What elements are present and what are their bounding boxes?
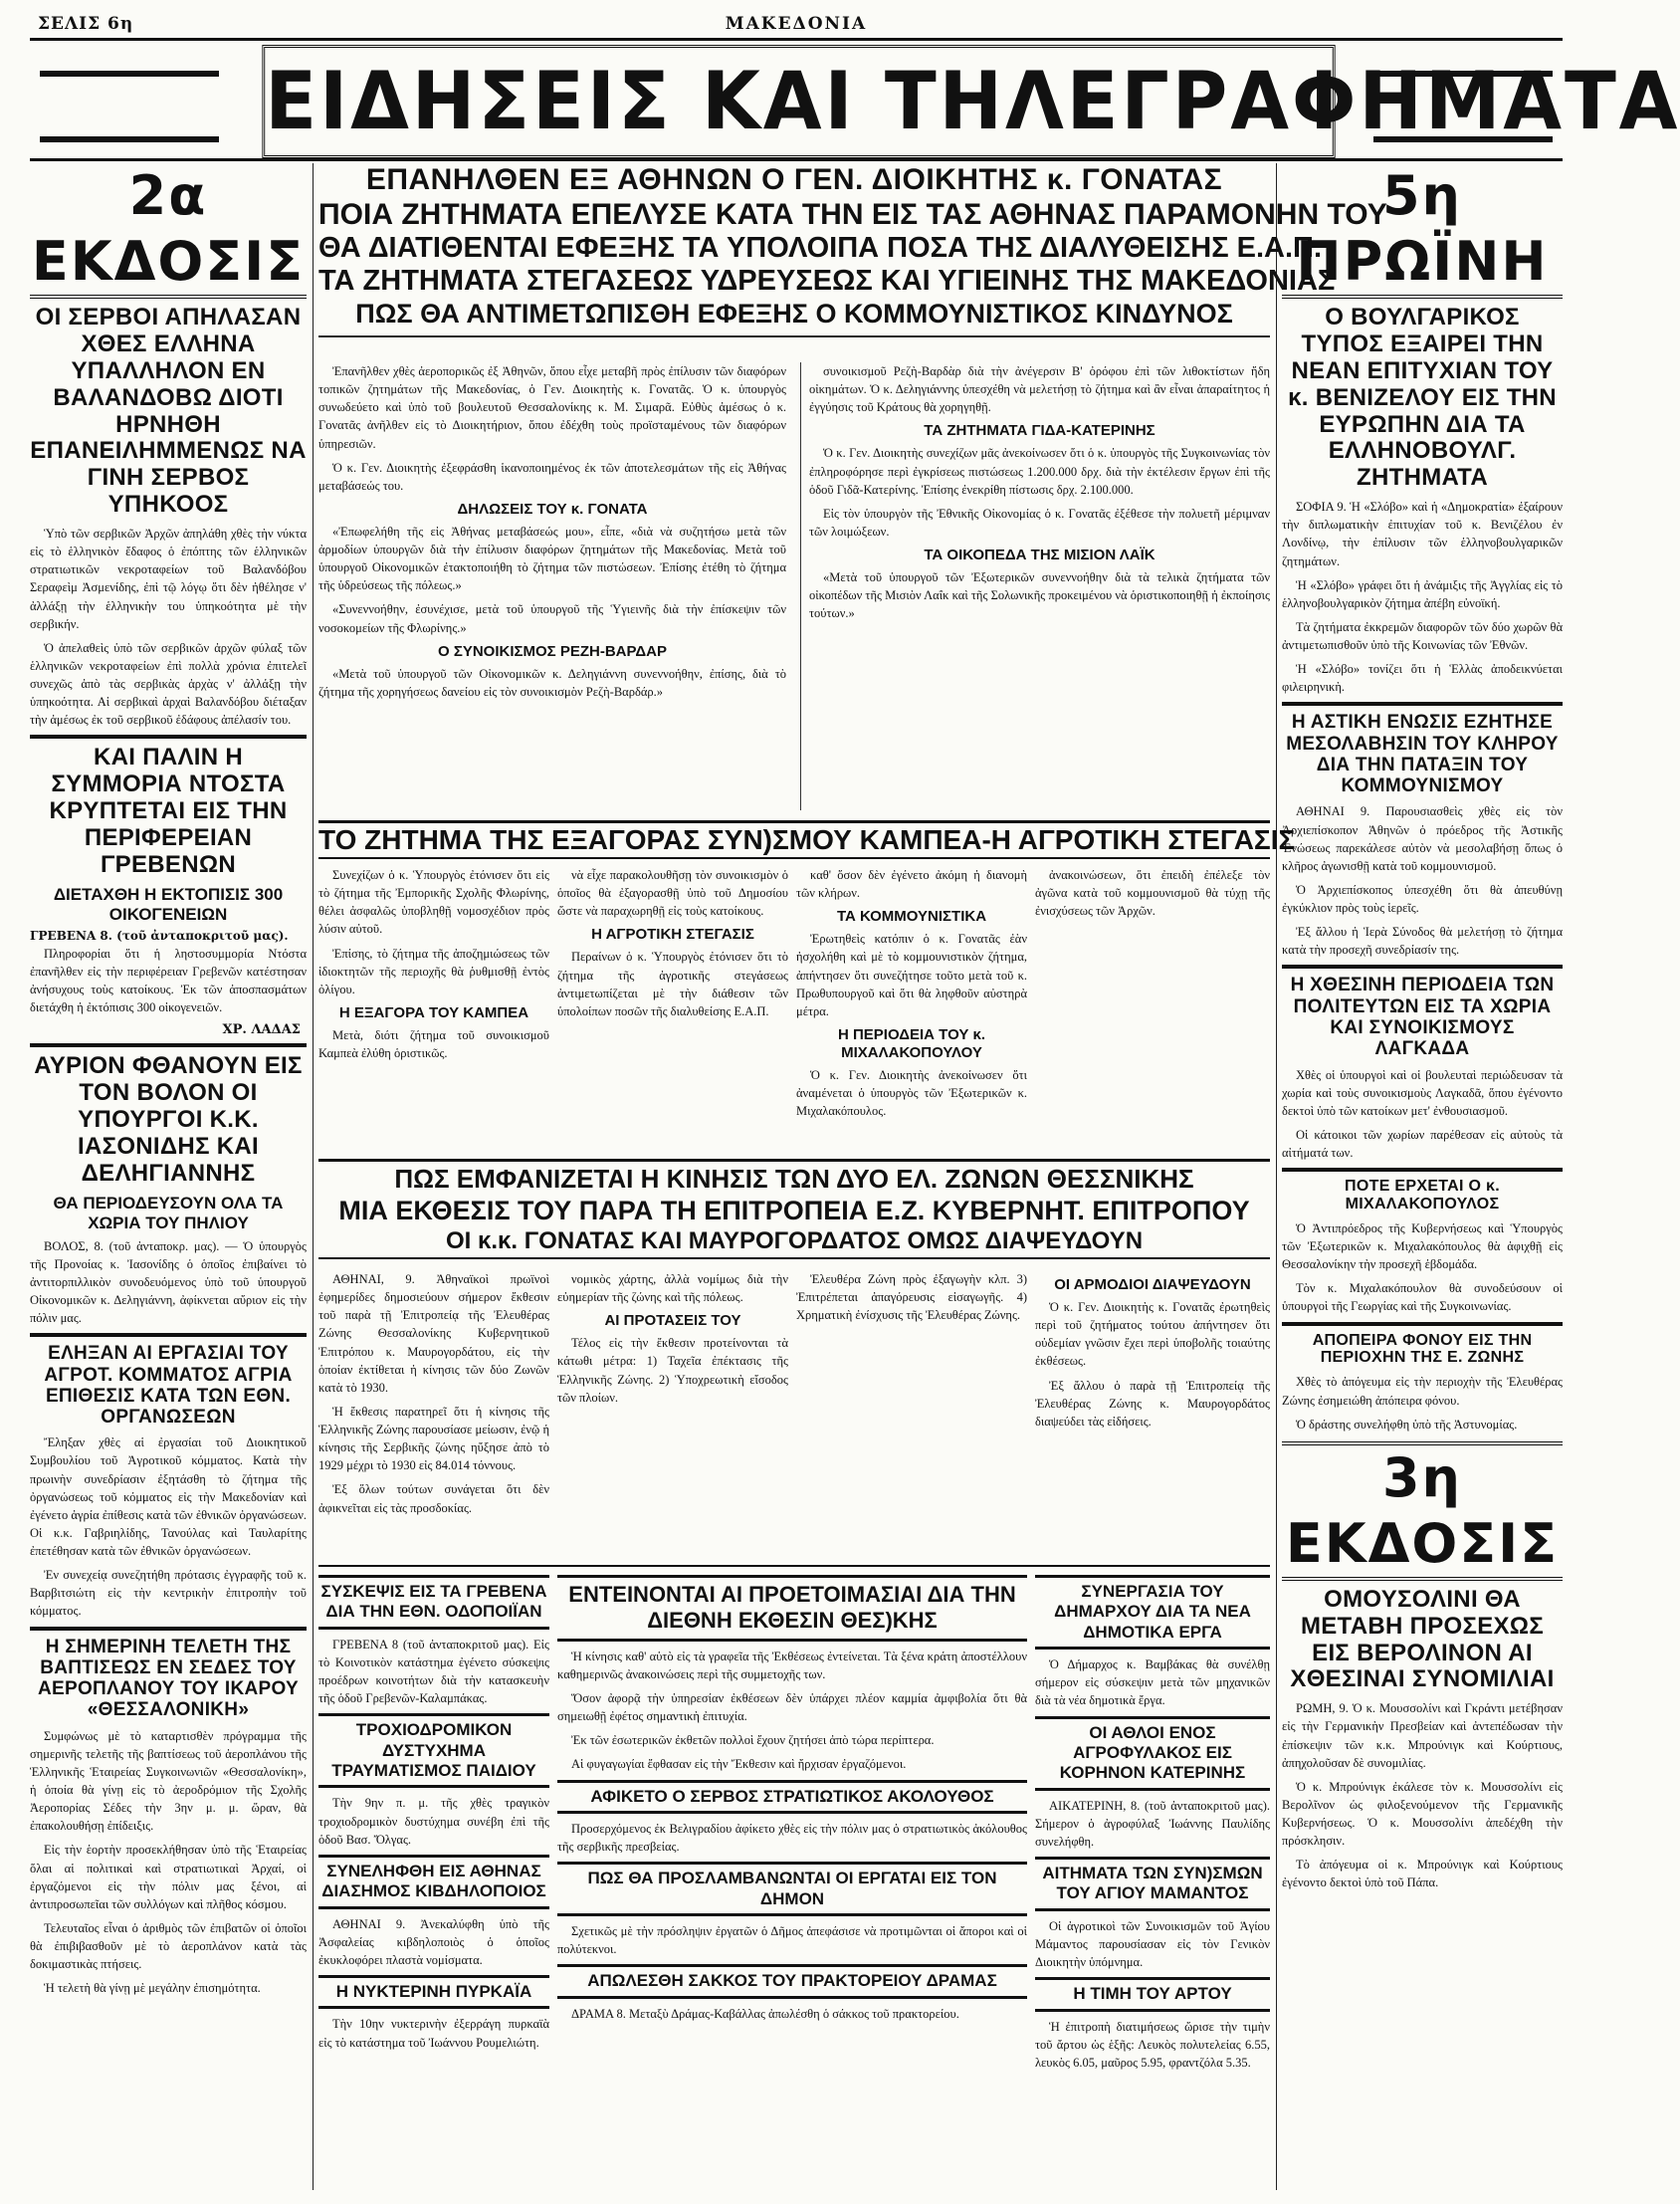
column-rule <box>1276 163 1277 2190</box>
article-headline: ΟΜΟΥΣΟΛΙΝΙ ΘΑ ΜΕΤΑΒΗ ΠΡΟΣΕΧΩΣ ΕΙΣ ΒΕΡΟΛΙΝΟΝ ΑΙ ΧΘΕΣΙΝΑΙ ΣΥΝΟΜΙΛΙΑΙ <box>1290 1585 1555 1693</box>
section-subhead: Ο ΣΥΝΟΙΚΙΣΜΟΣ ΡΕΖΗ-ΒΑΡΔΑΡ <box>437 642 668 660</box>
zones-banner-box <box>318 1159 1270 1259</box>
masthead-ornament-left <box>40 71 219 142</box>
main-headline: ΜΙΑ ΕΚΘΕΣΙΣ ΤΟΥ ΠΑΡΑ ΤΗ ΕΠΙΤΡΟΠΕΙΑ Ε.Ζ. ΚΥΒΕΡΝΗΤ. ΕΠΙΤΡΟΠΟΥ <box>338 1196 1250 1226</box>
byline: ΧΡ. ΛΑΔΑΣ <box>222 1022 301 1038</box>
center-section <box>318 163 1387 2070</box>
article-text: Ὁ Ἀρχιεπίσκοπος ὑπεσχέθη ὅτι θὰ ἀπευθύνῃ ἐγκύκλιον πρὸς τοὺς ἱερεῖς. <box>1282 882 1563 916</box>
article-text: Περαίνων ὁ κ. Ὑπουργὸς ἐτόνισεν ὅτι τὸ ζήτημα τῆς ἀγροτικῆς στεγάσεως ἀντιμετωπίζεται μὲ τὴν διάθεσιν τῶν ὑπολοίπων ποσῶν τῆς διαλυθείσης Ε.Α.Π. <box>557 950 788 1018</box>
article-text: Ὁ Ἀντιπρόεδρος τῆς Κυβερνήσεως καὶ Ὑπουργὸς τῶν Ἐξωτερικῶν κ. Μιχαλακόπουλος θὰ ἀφιχθῇ εἰς Θεσσαλονίκην τὴν προσεχῆ ἑβδομάδα. <box>1282 1220 1563 1272</box>
article-text: συνοικισμοῦ Ρεζὴ-Βαρδὰρ διὰ τὴν ἀνέγερσιν Β' ὀρόφου ἐπὶ τῶν λιθοκτίστων ἤδη οἰκημάτων. Ὁ κ. Δεληγιάννης ὑπεσχέθη νὰ μελετήσῃ τὸ ζήτημα καὶ ἂν εἶναι ἀπαραίτητος ἡ ἐγγύησις τοῦ Κράτους θὰ χορηγηθῇ. <box>809 364 1270 415</box>
article-headline: Η ΑΣΤΙΚΗ ΕΝΩΣΙΣ ΕΖΗΤΗΣΕ ΜΕΣΟΛΑΒΗΣΙΝ ΤΟΥ ΚΛΗΡΟΥ ΔΙΑ ΤΗΝ ΠΑΤΑΞΙΝ ΤΟΥ ΚΟΜΜΟΥΝΙΣΜΟΥ <box>1286 712 1559 797</box>
article-text: Χθὲς τὸ ἀπόγευμα εἰς τὴν περιοχὴν τῆς Ἐλευθέρας Ζώνης ἐσημειώθη ἀπόπειρα φόνου. <box>1282 1375 1563 1408</box>
article-text: Εἰς τὸν ὑπουργὸν τῆς Ἐθνικῆς Οἰκονομίας ὁ κ. Γονατᾶς ἐξέθεσε τὴν πολυετῆ μέριμναν τῶν λοιμώξεων. <box>809 506 1270 539</box>
zones-story <box>318 1270 1270 1559</box>
story-column <box>318 1571 549 2192</box>
article-text: Ἐξ ἄλλου ἡ Ἱερὰ Σύνοδος θὰ μελετήσῃ τὸ ζήτημα κατὰ τὴν προσεχῆ συνεδρίασίν της. <box>1282 925 1563 958</box>
article-text: ΓΡΕΒΕΝΑ 8 (τοῦ ἀνταποκριτοῦ μας). Εἰς τὸ Κοινοτικὸν κατάστημα ἐγένετο σύσκεψις προέδρων κοινοτήτων διὰ τὴν κατασκευὴν τῆς ὁδοῦ Γρεβενῶν-Καλαμπάκας. <box>318 1637 549 1706</box>
article-text: Τὰ ζητήματα ἐκκρεμῶν διαφορῶν τῶν δύο χωρῶν θὰ ἀντιμετωπισθοῦν ὑπὸ τῆς Κοινωνίας τῶν Ἐθνῶν. <box>1282 619 1563 652</box>
left-column <box>30 163 307 2190</box>
edition-label: 2α ΕΚΔΟΣΙΣ <box>30 163 307 299</box>
divider <box>1282 1168 1563 1172</box>
article-text: Ἐρωτηθεὶς κατόπιν ὁ κ. Γονατᾶς ἐὰν ἠσχολήθη καὶ μὲ τὸ κομμουνιστικὸν ζήτημα, ἀπήντησεν ὅτι συνεζήτησε τοῦτο μετὰ τοῦ κ. Πρωθυπουργοῦ καὶ ὅτι θὰ ληφθοῦν αὐστηρὰ μέτρα. <box>796 932 1027 1018</box>
article-text: Ὁ κ. Γεν. Διοικητὴς ἐξεφράσθη ἱκανοποιημένος ἐκ τῶν ἀποτελεσμάτων τῆς εἰς Ἀθήνας μεταβάσεώς του. <box>318 460 786 493</box>
kampea-story <box>318 866 1270 1155</box>
article-text: Ἐπίσης, τὸ ζήτημα τῆς ἀποζημιώσεως τῶν ἰδιοκτητῶν τῆς περιοχῆς θὰ ῥυθμισθῇ ἐντὸς ὀλίγου. <box>318 946 549 996</box>
article-text: Τὴν 10ην νυκτερινὴν ἐξερράγη πυρκαϊὰ εἰς τὸ κατάστημα τοῦ Ἰωάννου Ρουμελιώτη. <box>318 2017 549 2050</box>
divider <box>1282 1322 1563 1326</box>
story-column <box>557 1571 1027 2192</box>
page-number: ΣΕΛΙΣ 6η <box>38 14 134 34</box>
article-subhead: ΔΙΕΤΑΧΘΗ Η ΕΚΤΟΠΙΣΙΣ 300 ΟΙΚΟΓΕΝΕΙΩΝ <box>53 884 284 924</box>
story-column <box>796 866 1027 1155</box>
article-text: ΑΘΗΝΑΙ, 9. Ἀθηναϊκοὶ πρωϊνοὶ ἐφημερίδες δημοσιεύουν σήμερον ἔκθεσιν τοῦ παρὰ τῇ Ἐπιτροπείᾳ τῆς Ἐλευθέρας Ζώνης Θεσσαλονίκης Κυβερνητικοῦ Ἐπιτρόπου κ. Μαυρογορδάτου, εἰς τὴν ὁποίαν ἐκτίθεται ἡ κίνησις τῶν δύο Ζωνῶν κατὰ τὸ 1930. <box>318 1272 549 1395</box>
article-text: «Μετὰ τοῦ ὑπουργοῦ τῶν Οἰκονομικῶν κ. Δεληγιάννη συνεννοήθην, ἐπίσης, διὰ τὸ ζήτημα τῆς χορηγήσεως δανείου εἰς τὸν συνοικισμὸν Ρεζὴ-Βαρδάρ.» <box>318 666 786 699</box>
edition-label: 5η ΠΡΩΪΝΗ <box>1282 163 1563 299</box>
story-column <box>557 1270 788 1559</box>
article-text: Ἡ «Σλόβο» τονίζει ὅτι ἡ Ἑλλὰς ἀποδεικνύεται φιλειρηνικὴ. <box>1282 662 1563 695</box>
article-headline: ΣΥΝΕΡΓΑΣΙΑ ΤΟΥ ΔΗΜΑΡΧΟΥ ΔΙΑ ΤΑ ΝΕΑ ΔΗΜΟΤΙΚΑ ΕΡΓΑ <box>1035 1575 1270 1650</box>
article-text: Οἱ ἀγροτικοὶ τῶν Συνοικισμῶν τοῦ Ἁγίου Μάμαντος παρουσίασαν εἰς τὸν Γενικὸν Διοικητὴν ὑπόμνημα. <box>1035 1918 1270 1970</box>
article-headline: ΑΦΙΚΕΤΟ Ο ΣΕΡΒΟΣ ΣΤΡΑΤΙΩΤΙΚΟΣ ΑΚΟΛΟΥΘΟΣ <box>557 1780 1027 1814</box>
article-text: Ἡ κίνησις καθ' αὑτὸ εἰς τὰ γραφεῖα τῆς Ἐκθέσεως ἐντείνεται. Τὰ ξένα κράτη ἀποστέλλουν καθημερινῶς ἀνακοινώσεις περὶ τῆς συμμετοχῆς των. <box>557 1649 1027 1681</box>
section-subhead: ΟΙ ΑΡΜΟΔΙΟΙ ΔΙΑΨΕΥΔΟΥΝ <box>1054 1276 1251 1293</box>
article-subhead: ΘΑ ΠΕΡΙΟΔΕΥΣΟΥΝ ΟΛΑ ΤΑ ΧΩΡΙΑ ΤΟΥ ΠΗΛΙΟΥ <box>53 1193 284 1232</box>
divider <box>30 735 307 739</box>
article-headline: ΕΛΗΞΑΝ ΑΙ ΕΡΓΑΣΙΑΙ ΤΟΥ ΑΓΡΟΤ. ΚΟΜΜΑΤΟΣ ΑΓΡΙΑ ΕΠΙΘΕΣΙΣ ΚΑΤΑ ΤΩΝ ΕΘΝ. ΟΡΓΑΝΩΣΕΩΝ <box>44 1343 293 1429</box>
article-text: Συνεχίζων ὁ κ. Ὑπουργὸς ἐτόνισεν ὅτι εἰς τὸ ζήτημα τῆς Ἐμπορικῆς Σχολῆς Φλωρίνης, θέλει ἀσφαλῶς ὑποβληθῇ νομοσχέδιον πρὸς λύσιν αὐτοῦ. <box>318 868 549 937</box>
article-text: Ὁ Δήμαρχος κ. Βαμβάκας θὰ συνέλθῃ σήμερον εἰς σύσκεψιν μετὰ τῶν μηχανικῶν διὰ τὰ νέα δημοτικὰ ἔργα. <box>1035 1657 1270 1708</box>
section-subhead: ΤΑ ΖΗΤΗΜΑΤΑ ΓΙΔΑ-ΚΑΤΕΡΙΝΗΣ <box>924 422 1155 440</box>
section-subhead: Η ΑΓΡΟΤΙΚΗ ΣΤΕΓΑΣΙΣ <box>591 926 754 944</box>
main-headline: ΠΩΣ ΕΜΦΑΝΙΖΕΤΑΙ Η ΚΙΝΗΣΙΣ ΤΩΝ ΔΥΟ ΕΛ. ΖΩΝΩΝ ΘΕΣΣΝΙΚΗΣ <box>394 1164 1194 1194</box>
section-subhead: ΑΙ ΠΡΟΤΑΣΕΙΣ ΤΟΥ <box>604 1312 741 1330</box>
article-text: Πληροφορίαι ὅτι ἡ ληστοσυμμορία Ντόστα ἐπανῆλθεν εἰς τὴν περιφέρειαν Γρεβενῶν κατέστησαν ἀνήσυχους τοὺς κατοίκους. Ἐκ τῶν ἀποσπασμάτων διετάχθη ἡ ἐκτόπισις 300 οἰκογενειῶν. <box>30 946 307 1015</box>
section-title: ΕΙΔΗΣΕΙΣ ΚΑΙ ΤΗΛΕΓΡΑΦΗΜΑΤΑ <box>262 45 1335 158</box>
kampea-banner-box <box>318 820 1296 859</box>
article-text: ΡΩΜΗ, 9. Ὁ κ. Μουσσολίνι καὶ Γκράντι μετέβησαν εἰς τὴν Γερμανικὴν Πρεσβείαν καὶ ἀντεπέδωσαν τὴν ἐπίσκεψιν τῶν κ.κ. Μπρούνιγκ καὶ Κούρτιους, ἀπηχολοῦσαν δὲ συνομιλίας. <box>1282 1701 1563 1770</box>
dateline: ΓΡΕΒΕΝΑ 8. (τοῦ ἀνταποκριτοῦ μας). <box>30 928 289 943</box>
article-text: Ὁ δράστης συνελήφθη ὑπὸ τῆς Ἀστυνομίας. <box>1296 1417 1518 1432</box>
article-text: Ὅσον ἀφορᾷ τὴν ὑπηρεσίαν ἐκθέσεων δὲν ὑπάρχει πλέον καμμία ἀμφιβολία ὅτι θὰ σημειωθῇ ἐφέτος σημαντικὴ ἐπιτυχία. <box>557 1691 1027 1724</box>
article-text: Τὴν 9ην π. μ. τῆς χθὲς τραγικὸν τροχιοδρομικὸν δυστύχημα συνέβη ἐπὶ τῆς ὁδοῦ Βασ. Ὄλγας. <box>318 1796 549 1847</box>
section-subhead: ΔΗΛΩΣΕΙΣ ΤΟΥ κ. ΓΟΝΑΤΑ <box>457 500 648 518</box>
article-text: Ὁ κ. Γεν. Διοικητὴς κ. Γονατᾶς ἐρωτηθεὶς περὶ τοῦ ζητήματος τούτου ἀπήντησεν ὅτι οὐδεμίαν γνῶσιν ἔχει περὶ ὑποβολῆς τοιαύτης ἐκθέσεως. <box>1035 1300 1270 1369</box>
article-text: Ὁ κ. Γεν. Διοικητὴς ἀνεκοίνωσεν ὅτι ἀναμένεται ὁ ὑπουργὸς τῶν Ἐξωτερικῶν κ. Μιχαλακόπουλος. <box>796 1067 1027 1119</box>
article-text: Ἡ τελετὴ θὰ γίνῃ μὲ μεγάλην ἐπισημότητα. <box>44 1981 261 1996</box>
article-text: Ὑπὸ τῶν σερβικῶν Ἀρχῶν ἀπηλάθη χθὲς τὴν νύκτα εἰς τὸ ἑλληνικὸν ἔδαφος ὁ ἐπόπτης τῶν ἑλληνικῶν στρατιωτικῶν νεκροταφείων τοῦ Βαλανδόβου Σεραφεὶμ Ἀσμενίδης, ἐπὶ τῷ λόγῳ ὅτι δὲν ἠθέλησε ν' ἀλλάξῃ τὴν ἑλληνικὴν του ὑπηκοότητα μὲ τὴν σερβικήν. <box>30 527 307 631</box>
article-headline: ΑΠΩΛΕΣΘΗ ΣΑΚΚΟΣ ΤΟΥ ΠΡΑΚΤΟΡΕΙΟΥ ΔΡΑΜΑΣ <box>557 1964 1027 1998</box>
bottom-stories <box>318 1565 1270 2192</box>
article-text: Ὁ ἀπελαθεὶς ὑπὸ τῶν σερβικῶν ἀρχῶν φύλαξ τῶν ἑλληνικῶν νεκροταφείων ἐπὶ πολλὰ χρόνια ἐπιτελεῖ συνεχῶς ἀπὸ τὰς σερβικὰς ἀρχὰς ν' ἀλλάξῃ τὴν ὑπηκοότητα. Αἱ σερβικαὶ ἀρχαὶ Βαλανδόβου διέταξαν τὴν ἀμέσως ἐκ τοῦ σερβικοῦ ἐδάφους ἀπέλασίν του. <box>30 640 307 728</box>
article-text: Τὸν κ. Μιχαλακόπουλον θὰ συνοδεύσουν οἱ ὑπουργοὶ τῆς Γεωργίας καὶ τῆς Συγκοινωνίας. <box>1282 1281 1563 1314</box>
section-subhead: Η ΠΕΡΙΟΔΕΙΑ ΤΟΥ κ. ΜΙΧΑΛΑΚΟΠΟΥΛΟΥ <box>837 1025 986 1061</box>
divider <box>1282 965 1563 969</box>
article-text: Τελευταῖος εἶναι ὁ ἀριθμὸς τῶν ἐπιβατῶν οἱ ὁποῖοι θὰ ἐπιβιβασθοῦν μὲ τὸ ἀεροπλάνον κατὰ τὰς δοκιμαστικὰς πτήσεις. <box>30 1920 307 1972</box>
article-text: Ὁ κ. Μπρούνιγκ ἐκάλεσε τὸν κ. Μουσσολίνι εἰς Βερολῖνον ὡς φιλοξενούμενον τῆς Γερμανικῆς Κυβερνήσεως. Ὁ κ. Μουσσολίνι ἀπεδέχθη τὴν πρόσκλησιν. <box>1282 1779 1563 1849</box>
edition-label: 3η ΕΚΔΟΣΙΣ <box>1282 1441 1563 1581</box>
article-text: ΑΙΚΑΤΕΡΙΝΗ, 8. (τοῦ ἀνταποκριτοῦ μας). Σήμερον ὁ ἀγροφύλαξ Ἰωάννης Παυλίδης συνελήφθη. <box>1035 1798 1270 1849</box>
story-column <box>318 362 786 810</box>
article-text: Προσερχόμενος ἐκ Βελιγραδίου ἀφίκετο χθὲς εἰς τὴν πόλιν μας ὁ στρατιωτικὸς ἀκόλουθος τῆς σερβικῆς πρεσβείας. <box>557 1821 1027 1855</box>
main-headline: ΟΙ κ.κ. ΓΟΝΑΤΑΣ ΚΑΙ ΜΑΥΡΟΓΟΡΔΑΤΟΣ ΟΜΩΣ ΔΙΑΨΕΥΔΟΥΝ <box>445 1226 1144 1254</box>
article-text: Συμφώνως μὲ τὸ καταρτισθὲν πρόγραμμα τῆς σημερινῆς τελετῆς τῆς βαπτίσεως τοῦ ἀεροπλάνου τῆς Ἑλληνικῆς Ἑταιρείας Συγκοινωνιῶν «Θεσσαλονίκη», ἡ ὁποία θὰ γίνῃ εἰς τὸ ἀεροδρόμιον τῆς Σχολῆς Ἀεροπορίας Σέδες τὴν 3ην μ. μ. ὥραν, θὰ ἐπακολουθήσῃ ἐπίδειξις. <box>30 1728 307 1834</box>
article-text: νὰ εἶχε παρακολουθῆσῃ τὸν συνοικισμὸν ὁ ὁποῖος θὰ ἐξαγορασθῇ ὑπὸ τοῦ Δημοσίου ὥστε νὰ παραχωρηθῇ εἰς τοὺς κατοίκους. <box>557 868 788 919</box>
article-text: Ἐπανῆλθεν χθὲς ἀεροπορικῶς ἐξ Ἀθηνῶν, ὅπου εἶχε μεταβῆ πρὸς ἐπίλυσιν τῶν διαφόρων τοπικῶν ζητημάτων τῆς Μακεδονίας, ὁ Γεν. Διοικητὴς κ. Γονατᾶς. Ὁ κ. ὑπουργὸς συνωδεύετο καὶ ὑπὸ τοῦ βουλευτοῦ Θεσσαλονίκης κ. Μ. Σιμαρᾶ. Εὐθὺς ἀμέσως ὁ κ. Γονατᾶς ἀνῆλθεν εἰς τὸ Διοικητήριον, ὅπου ἐδέχθη τοὺς προϊσταμένους τῶν διαφόρων ὑπηρεσιῶν. <box>318 364 786 451</box>
article-text: καθ' ὅσον δὲν ἐγένετο ἀκόμη ἡ διανομὴ τῶν κλήρων. <box>796 868 1027 901</box>
divider <box>1282 702 1563 706</box>
article-text: Τὸ ἀπόγευμα οἱ κ. Μπρούνιγκ καὶ Κούρτιους ἐγένοντο δεκτοὶ ὑπὸ τοῦ Πάπα. <box>1282 1858 1563 1890</box>
masthead <box>30 38 1680 161</box>
article-headline: Η ΝΥΚΤΕΡΙΝΗ ΠΥΡΚΑΪΑ <box>318 1975 549 2009</box>
article-headline: Ο ΒΟΥΛΓΑΡΙΚΟΣ ΤΥΠΟΣ ΕΞΑΙΡΕΙ ΤΗΝ ΝΕΑΝ ΕΠΙΤΥΧΙΑΝ ΤΟΥ κ. ΒΕΝΙΖΕΛΟΥ ΕΙΣ ΤΗΝ ΕΥΡΩΠΗΝ ΔΙΑ ΤΑ ΕΛΛΗΝΟΒΟΥΛΓ. ΖΗΤΗΜΑΤΑ <box>1288 304 1557 492</box>
section-subhead: ΤΑ ΟΙΚΟΠΕΔΑ ΤΗΣ ΜΙΣΙΟΝ ΛΑΪΚ <box>924 547 1155 563</box>
article-headline: ΠΟΤΕ ΕΡΧΕΤΑΙ Ο κ. ΜΙΧΑΛΑΚΟΠΟΥΛΟΣ <box>1345 1178 1500 1213</box>
article-headline: ΚΑΙ ΠΑΛΙΝ Η ΣΥΜΜΟΡΙΑ ΝΤΟΣΤΑ ΚΡΥΠΤΕΤΑΙ ΕΙΣ ΤΗΝ ΠΕΡΙΦΕΡΕΙΑΝ ΓΡΕΒΕΝΩΝ <box>49 744 288 878</box>
article-headline: ΑΠΟΠΕΙΡΑ ΦΟΝΟΥ ΕΙΣ ΤΗΝ ΠΕΡΙΟΧΗΝ ΤΗΣ Ε. ΖΩΝΗΣ <box>1312 1331 1533 1367</box>
article-text: Ἐξ ἄλλου ὁ παρὰ τῇ Ἐπιτροπείᾳ τῆς Ἐλευθέρας Ζώνης κ. Μαυρογορδάτος διαψεύδει τὰς εἰδήσεις. <box>1035 1378 1270 1429</box>
article-headline: ΣΥΝΕΛΗΦΘΗ ΕΙΣ ΑΘΗΝΑΣ ΔΙΑΣΗΜΟΣ ΚΙΒΔΗΛΟΠΟΙΟΣ <box>318 1855 549 1909</box>
article-text: Χθὲς οἱ ὑπουργοὶ καὶ οἱ βουλευταὶ περιώδευσαν τὰ χωρία καὶ τοὺς συνοικισμοὺς Λαγκαδᾶ, ὅπου ἐγένοντο δεκτοὶ ὑπὸ τῶν κατοίκων μετ' ἐνθουσιασμοῦ. <box>1282 1067 1563 1118</box>
article-text: ΑΘΗΝΑΙ 9. Ἀνεκαλύφθη ὑπὸ τῆς Ἀσφαλείας κιβδηλοποιὸς ὁ ὁποῖος ἐκυκλοφόρει πλαστὰ νομίσματα. <box>318 1916 549 1967</box>
article-text: «Μετὰ τοῦ ὑπουργοῦ τῶν Ἐξωτερικῶν συνεννοήθην διὰ τὰ τελικὰ ζητήματα τῶν οἰκοπέδων τῆς Μισιὸν Λαΐκ καὶ τῆς Σολωνικῆς προκειμένου νὰ ὁριστικοποιηθῇ ἡ ἐκποίησις τούτων.» <box>809 570 1270 621</box>
article-text: Σχετικῶς μὲ τὴν πρόσληψιν ἐργατῶν ὁ Δῆμος ἀπεφάσισε νὰ προτιμῶνται οἱ ἄποροι καὶ οἱ πολύτεκνοι. <box>557 1923 1027 1957</box>
article-headline: ΑΙΤΗΜΑΤΑ ΤΩΝ ΣΥΝ)ΣΜΩΝ ΤΟΥ ΑΓΙΟΥ ΜΑΜΑΝΤΟΣ <box>1035 1857 1270 1911</box>
divider <box>30 1333 307 1337</box>
main-headline: ΤΟ ΖΗΤΗΜΑ ΤΗΣ ΕΞΑΓΟΡΑΣ ΣΥΝ)ΣΜΟΥ ΚΑΜΠΕΑ-Η ΑΓΡΟΤΙΚΗ ΣΤΕΓΑΣΙΣ <box>318 824 1296 855</box>
folio-line <box>30 14 1563 36</box>
section-subhead: Η ΕΞΑΓΟΡΑ ΤΟΥ ΚΑΜΠΕΑ <box>338 1003 529 1021</box>
article-text: Οἱ κάτοικοι τῶν χωρίων παρέθεσαν εἰς αὐτοὺς τὰ αἰτήματά των. <box>1282 1127 1563 1160</box>
article-headline: ΠΩΣ ΘΑ ΠΡΟΣΛΑΜΒΑΝΩΝΤΑΙ ΟΙ ΕΡΓΑΤΑΙ ΕΙΣ ΤΟΝ ΔΗΜΟΝ <box>557 1862 1027 1916</box>
main-headline: ΕΠΑΝΗΛΘΕΝ ΕΞ ΑΘΗΝΩΝ Ο ΓΕΝ. ΔΙΟΙΚΗΤΗΣ κ. ΓΟΝΑΤΑΣ <box>365 163 1223 196</box>
article-text: Ἐλευθέρα Ζώνη πρὸς ἐξαγωγὴν κλπ. 3) Ἐπιτρέπεται ἀπαγόρευσις εἰσαγωγῆς. 4) Χρηματικὴ ἐνίσχυσις τῆς Ἐλευθέρας Ζώνης. <box>796 1272 1027 1323</box>
article-headline: Η ΤΙΜΗ ΤΟΥ ΑΡΤΟΥ <box>1035 1977 1270 2011</box>
article-text: Ἡ «Σλόβο» γράφει ὅτι ἡ ἀνάμιξις τῆς Ἀγγλίας εἰς τὸ ἑλληνοβουλγαρικὸν ζήτημα ἀπέβη εὐνοϊκή. <box>1282 577 1563 610</box>
main-headline: ΘΑ ΔΙΑΤΙΘΕΝΤΑΙ ΕΦΕΞΗΣ ΤΑ ΥΠΟΛΟΙΠΑ ΠΟΣΑ ΤΗΣ ΔΙΑΛΥΘΕΙΣΗΣ Ε.Α.Π. <box>318 232 1323 264</box>
divider <box>30 1043 307 1047</box>
main-headline: ΠΩΣ ΘΑ ΑΝΤΙΜΕΤΩΠΙΣΘΗ ΕΦΕΞΗΣ Ο ΚΟΜΜΟΥΝΙΣΤΙΚΟΣ ΚΙΝΔΥΝΟΣ <box>355 298 1233 329</box>
article-text: Τέλος εἰς τὴν ἔκθεσιν προτείνονται τὰ κάτωθι μέτρα: 1) Ταχεῖα ἐπέκτασις τῆς Ἑλληνικῆς Ζώνης. 2) Ὑποχρεωτικὴ εἴσοδος τῶν πλοίων. <box>557 1336 788 1405</box>
story-column <box>1035 1270 1270 1559</box>
article-text: Ἐκ τῶν ἐσωτερικῶν ἐκθετῶν πολλοὶ ἔχουν ζητήσει ἀπὸ τώρα περίπτερα. <box>571 1733 935 1748</box>
article-text: Ἔληξαν χθὲς αἱ ἐργασίαι τοῦ Διοικητικοῦ Συμβουλίου τοῦ Ἀγροτικοῦ κόμματος. Κατὰ τὴν πρωινὴν συνεδρίασιν ἐξητάσθη τὸ ζήτημα τῆς ὀργανώσεως τοῦ κόμματος εἰς τὴν Μακεδονίαν καὶ ἐγένετο ἀγρία ἐπίθεσις κατὰ τῶν ἐθνικῶν ὀργανώσεων. Οἱ κ.κ. Γαβριηλίδης, Τανούλας καὶ Ταυλαρίτης ἐπετέθησαν κατὰ τῶν ἐθνικῶν ὀργανώσεων. <box>30 1435 307 1559</box>
article-headline: ΟΙ ΑΘΛΟΙ ΕΝΟΣ ΑΓΡΟΦΥΛΑΚΟΣ ΕΙΣ ΚΟΡΗΝΟΝ ΚΑΤΕΡΙΝΗΣ <box>1035 1716 1270 1791</box>
article-text: ἀνακοινώσεων, ὅτι ἐπειδὴ ἐπέλεξε τὸν ἀγῶνα κατὰ τοῦ κομμουνισμοῦ θὰ τύχῃ τῆς ἐνισχύσεως τῶν Ἀρχῶν. <box>1035 868 1270 919</box>
main-headline: ΠΟΙΑ ΖΗΤΗΜΑΤΑ ΕΠΕΛΥΣΕ ΚΑΤΑ ΤΗΝ ΕΙΣ ΤΑΣ ΑΘΗΝΑΣ ΠΑΡΑΜΟΝΗΝ ΤΟΥ <box>318 197 1387 231</box>
story-column <box>1035 866 1270 1155</box>
story-column <box>800 362 1270 810</box>
article-text: Ἡ ἔκθεσις παρατηρεῖ ὅτι ἡ κίνησις τῆς Ἑλληνικῆς Ζώνης παρουσίασε μείωσιν, ἐνῷ ἡ κίνησις τῆς Σερβικῆς ζώνης ηὔξησε ἀπὸ τὸ 1929 μέχρι τὸ 1930 εἰς 84.014 τόννους. <box>318 1404 549 1473</box>
story-column <box>318 866 549 1155</box>
article-text: ΔΡΑΜΑ 8. Μεταξὺ Δράμας-Καβάλλας ἀπωλέσθη ὁ σάκκος τοῦ πρακτορείου. <box>571 2006 959 2021</box>
story-column <box>557 866 788 1155</box>
newspaper-page <box>30 14 1680 2190</box>
article-text: «Ἐπωφελήθη τῆς εἰς Ἀθήνας μεταβάσεώς μου», εἶπε, «διὰ νὰ συζητήσω μετὰ τῶν ἀρμοδίων ὑπουργῶν διὰ τὴν ἐπίλυσιν διαφόρων ζητημάτων τῆς Μακεδονίας. Μετὰ τοῦ ὑπουργοῦ Οἰκονομικῶν ἐτακτοποιήθη τὸ ζήτημα τῶν πιστώσεων. Ἐπίσης ἐτέθη τὸ ζήτημα τῆς ὑδρεύσεως τῆς πόλεως.» <box>318 524 786 593</box>
gonatas-story <box>318 362 1270 810</box>
story-column <box>1035 1571 1270 2192</box>
masthead-ornament-right <box>1373 71 1553 142</box>
article-text: Αἱ φυγαγωγίαι ἔφθασαν εἰς τὴν Ἔκθεσιν καὶ ἤρχισαν ἐργαζόμενοι. <box>571 1757 907 1772</box>
article-text: Μετὰ, διότι ζήτημα τοῦ συνοικισμοῦ Καμπεὰ ἐλύθη ὁριστικῶς. <box>318 1027 549 1060</box>
article-text: «Συνεννοήθην, ἐσυνέχισε, μετὰ τοῦ ὑπουργοῦ τῆς Ὑγιεινῆς διὰ τὴν ἐπίσκεψιν τῶν νοσοκομείων τῆς Φλωρίνης.» <box>318 602 786 635</box>
article-text: νομικὸς χάρτης, ἀλλὰ νομίμως διὰ τὴν εὐημερίαν τῆς ζώνης καὶ τῆς πόλεως. <box>557 1272 788 1305</box>
section-subhead: ΤΑ ΚΟΜΜΟΥΝΙΣΤΙΚΑ <box>836 908 987 926</box>
article-text: Ἐξ ὅλων τούτων συνάγεται ὅτι δὲν ἀφικνεῖται εἰς τὰς προσδοκίας. <box>318 1482 549 1515</box>
article-text: ΑΘΗΝΑΙ 9. Παρουσιασθεὶς χθὲς εἰς τὸν Ἀρχιεπίσκοπον Ἀθηνῶν ὁ πρόεδρος τῆς Ἀστικῆς Ἑνώσεως παρεκάλεσε αὐτὸν νὰ μεσολαβήσῃ ὅπως ὁ κλῆρος ἀγωνισθῇ κατὰ τοῦ κομμουνισμοῦ. <box>1282 804 1563 873</box>
article-text: Ὁ κ. Γεν. Διοικητὴς συνεχίζων μᾶς ἀνεκοίνωσεν ὅτι ὁ κ. ὑπουργὸς τῆς Συγκοινωνίας τὸν ἐπληροφόρησε περὶ ἐγκρίσεως πιστώσεως 1.200.000 δρχ. διὰ τὴν ἐκτέλεσιν ἔργων ἐπὶ τῆς ὁδοῦ Γιδᾶ-Κατερίνης. Ἐπίσης ἐνεκρίθη πίστωσις δρχ. 2.100.000. <box>809 446 1270 497</box>
article-headline: ΕΝΤΕΙΝΟΝΤΑΙ ΑΙ ΠΡΟΕΤΟΙΜΑΣΙΑΙ ΔΙΑ ΤΗΝ ΔΙΕΘΝΗ ΕΚΘΕΣΙΝ ΘΕΣ)ΚΗΣ <box>557 1575 1027 1642</box>
article-headline: ΑΥΡΙΟΝ ΦΘΑΝΟΥΝ ΕΙΣ ΤΟΝ ΒΟΛΟΝ ΟΙ ΥΠΟΥΡΓΟΙ Κ.Κ. ΙΑΣΟΝΙΔΗΣ ΚΑΙ ΔΕΛΗΓΙΑΝΝΗΣ <box>34 1052 303 1187</box>
article-headline: ΟΙ ΣΕΡΒΟΙ ΑΠΗΛΑΣΑΝ ΧΘΕΣ ΕΛΛΗΝΑ ΥΠΑΛΛΗΛΟΝ ΕΝ ΒΑΛΑΝΔΟΒΩ ΔΙΟΤΙ ΗΡΝΗΘΗ ΕΠΑΝΕΙΛΗΜΜΕΝΩΣ ΝΑ ΓΙΝΗ ΣΕΡΒΟΣ ΥΠΗΚΟΟΣ <box>30 304 307 519</box>
main-headline: ΤΑ ΖΗΤΗΜΑΤΑ ΣΤΕΓΑΣΕΩΣ ΥΔΡΕΥΣΕΩΣ ΚΑΙ ΥΓΙΕΙΝΗΣ ΤΗΣ ΜΑΚΕΔΟΝΙΑΣ <box>318 265 1336 298</box>
paper-name: ΜΑΚΕΔΟΝΙΑ <box>725 14 868 34</box>
story-column <box>318 1270 549 1559</box>
divider <box>30 1627 307 1631</box>
article-headline: Η ΧΘΕΣΙΝΗ ΠΕΡΙΟΔΕΙΑ ΤΩΝ ΠΟΛΙΤΕΥΤΩΝ ΕΙΣ ΤΑ ΧΩΡΙΑ ΚΑΙ ΣΥΝΟΙΚΙΣΜΟΥΣ ΛΑΓΚΑΔΑ <box>1290 975 1555 1060</box>
article-text: Ἐν συνεχείᾳ συνεζητήθη πρότασις ἐγγραφῆς τοῦ κ. Βαρβιτσιώτη εἰς τὴν κεντρικὴν ἐπιτροπὴν τοῦ κόμματος. <box>30 1568 307 1619</box>
column-rule <box>313 163 314 2190</box>
right-column <box>1282 163 1563 2190</box>
article-text: Εἰς τὴν ἑορτὴν προσεκλήθησαν ὑπὸ τῆς Ἑταιρείας ὅλαι αἱ πολιτικαὶ καὶ στρατιωτικαὶ Ἀρχαί, οἱ ἐργαζόμενοι εἰς τὴν πόλιν μας ξένοι, αἱ ἀντιπροσωπεῖαι τῶν συλλόγων καὶ πλῆθος κόσμου. <box>30 1843 307 1911</box>
story-column <box>796 1270 1027 1559</box>
article-headline: Η ΣΗΜΕΡΙΝΗ ΤΕΛΕΤΗ ΤΗΣ ΒΑΠΤΙΣΕΩΣ ΕΝ ΣΕΔΕΣ ΤΟΥ ΑΕΡΟΠΛΑΝΟΥ ΤΟΥ ΙΚΑΡΟΥ «ΘΕΣΣΑΛΟΝΙΚΗ» <box>38 1636 299 1721</box>
article-headline: ΤΡΟΧΙΟΔΡΟΜΙΚΟΝ ΔΥΣΤΥΧΗΜΑ ΤΡΑΥΜΑΤΙΣΜΟΣ ΠΑΙΔΙΟΥ <box>318 1713 549 1788</box>
article-text: Ἡ ἐπιτροπὴ διατιμήσεως ὥρισε τὴν τιμὴν τοῦ ἄρτου ὡς ἑξῆς: Λευκὸς πολυτελείας 6.55, λευκὸς 6.05, μαῦρος 5.95, φραντζόλα 5.35. <box>1035 2019 1270 2070</box>
article-headline: ΣΥΣΚΕΨΙΣ ΕΙΣ ΤΑ ΓΡΕΒΕΝΑ ΔΙΑ ΤΗΝ ΕΘΝ. ΟΔΟΠΟΙΪΑΝ <box>318 1575 549 1630</box>
article-text: ΒΟΛΟΣ, 8. (τοῦ ἀνταποκρ. μας). — Ὁ ὑπουργὸς τῆς Προνοίας κ. Ἰασονίδης ὁ ὁποῖος ἐπιβαίνει τὸ ἀντιτορπιλλικὸν συνοδευόμενος ὑπὸ τοῦ ὑπουργοῦ Οἰκονομικῶν κ. Δεληγιάννη, ἀφίκνεται αὔριον εἰς τὴν πόλιν μας. <box>30 1238 307 1326</box>
article-text: ΣΟΦΙΑ 9. Ἡ «Σλόβο» καὶ ἡ «Δημοκρατία» ἐξαίρουν τὴν διπλωματικὴν ἐπιτυχίαν τοῦ κ. Βενιζέλου ἐν Λονδίνῳ, τὴν ἐπίλυσιν τῶν ἑλληνοβουλγαρικῶν ζητημάτων. <box>1282 500 1563 568</box>
divider <box>318 335 1270 337</box>
